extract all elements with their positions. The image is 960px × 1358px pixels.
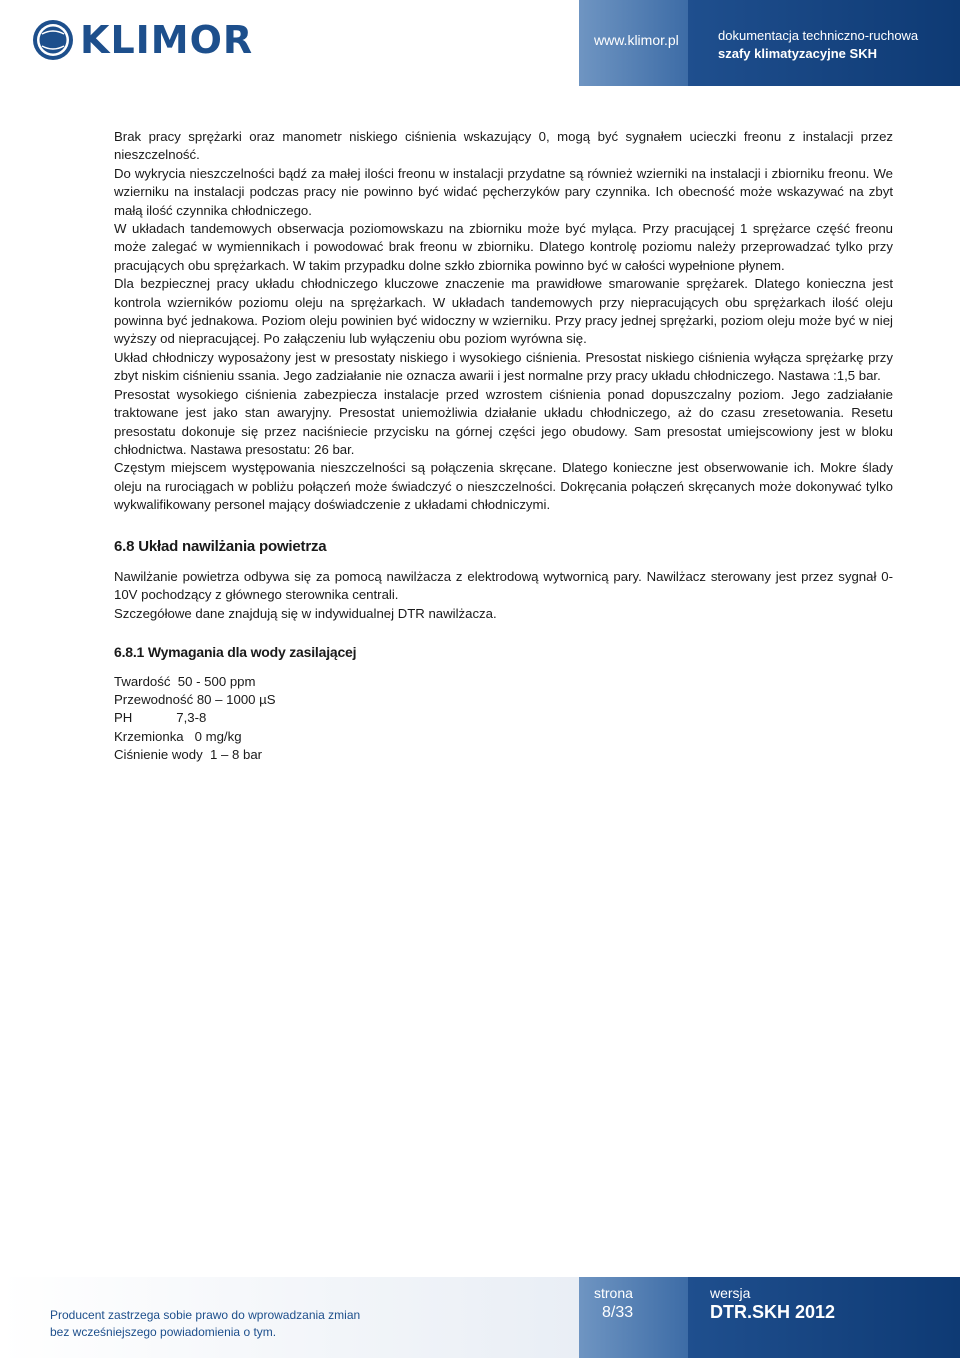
section-heading: 6.8 Układ nawilżania powietrza: [114, 537, 327, 555]
subsection-heading: 6.8.1 Wymagania dla wody zasilającej: [114, 644, 357, 661]
version-label: wersja: [710, 1285, 751, 1301]
header-doc-band: [688, 0, 960, 86]
page-label: strona: [594, 1285, 633, 1301]
paragraph: Do wykrycia nieszczelności bądź za małej ilości freonu w instalacji przydatne są również wzierniki na instalacji i zbiorniku freonu. We wzierniku na instalacji podczas pracy nie powinno być widać pęcherzyków pary czynnika. Ich obecność może wskazywać na zbyt małą ilość czynnika chłodniczego.: [114, 165, 893, 218]
paragraph: Dla bezpiecznej pracy układu chłodniczego kluczowe znaczenie ma prawidłowe smarowanie sprężarek. Dlatego konieczna jest kontrola wzierników poziomu oleju na sprężarkach. W układach tandemowych przy niepracujących obu sprężarkach ilość oleju powinna być jednakowa. Poziom oleju powinien być widoczny w wzierniku. Przy pracy jednej sprężarki, poziom oleju może być w niej wyższy od niepracującej. Po załączeniu lub wyłączeniu obu poziom wyrówna się.: [114, 276, 893, 347]
klimor-emblem-icon: [32, 19, 74, 61]
paragraph: Presostat wysokiego ciśnienia zabezpiecza instalacje przed wzrostem ciśnienia ponad dopuszczalny poziom. Jego zadziałanie traktowane jest jako stan awaryjny. Presostat uniemożliwia działanie układu chłodniczego, aż do czasu zresetowania. Resetu presostatu dokonuje się przez naciśniecie przycisku na górnej części jego obudowy. Sam presostat umiejscowiony jest w bloku chłodnictwa. Nastawa presostatu: 26 bar.: [114, 386, 893, 457]
paragraph: Brak pracy sprężarki oraz manometr niskiego ciśnienia wskazujący 0, mogą być sygnałem ucieczki freonu z instalacji przez nieszczelność.: [114, 129, 893, 163]
logo-wordmark: KLIMOR: [80, 18, 254, 62]
document-body: [114, 128, 893, 765]
requirement-item: Krzemionka 0 mg/kg: [114, 728, 242, 744]
paragraph: W układach tandemowych obserwacja poziomowskazu na zbiorniku może być myląca. Przy pracującej 1 sprężarce część freonu może zalegać w wymiennikach i powodować brak freonu w zbiorniku. Dlatego kontrolę poziomu należy przeprowadzać tylko przy pracujących obu sprężarkach. W takim przypadku dolne szkło zbiornika powinno być w całości wypełnione płynem.: [114, 221, 893, 273]
paragraph: Szczegółowe dane znajdują się w indywidualnej DTR nawilżacza.: [114, 605, 497, 621]
requirements-list: [114, 673, 893, 765]
site-url-link[interactable]: www.klimor.pl: [594, 32, 679, 48]
requirement-item: Ciśnienie wody 1 – 8 bar: [114, 747, 263, 763]
requirement-item: PH 7,3-8: [114, 710, 207, 726]
klimor-logo: [32, 18, 253, 62]
page-header: [0, 0, 960, 86]
page-number: 8/33: [602, 1304, 634, 1321]
requirement-item: Twardość 50 - 500 ppm: [114, 673, 256, 689]
page-footer: [0, 1277, 960, 1358]
requirement-item: Przewodność 80 – 1000 µS: [114, 691, 276, 707]
paragraph: Nawilżanie powietrza odbywa się za pomocą nawilżacza z elektrodową wytwornicą pary. Nawilżacz sterowany jest przez sygnał 0-10V pochodzący z głównego sterownika centrali.: [114, 568, 893, 603]
paragraph: Układ chłodniczy wyposażony jest w presostaty niskiego i wysokiego ciśnienia. Presostat niskiego ciśnienia wyłącza sprężarkę przy zbyt niskim ciśnieniu ssania. Jego zadziałanie nie oznacza awarii i jest normalne przy pracy układu chłodniczego. Nastawa :1,5 bar.: [114, 349, 893, 384]
disclaimer-line: bez wcześniejszego powiadomienia o tym.: [50, 1325, 277, 1339]
version-value: DTR.SKH 2012: [710, 1302, 836, 1322]
disclaimer-line: Producent zastrzega sobie prawo do wprowadzania zmian: [50, 1308, 361, 1322]
doc-type: dokumentacja techniczno-ruchowa: [718, 28, 919, 43]
doc-subject: szafy klimatyzacyjne SKH: [718, 46, 877, 61]
paragraph: Częstym miejscem występowania nieszczelności są połączenia skręcane. Dlatego konieczne jest obserwowanie ich. Mokre ślady oleju na rurociągach w pobliżu połączeń może świadczyć o nieszczelności. Dokręcania połączeń skręcanych może dokonywać tylko wykwalifikowany personel mający doświadczenie z układami chłodniczymi.: [114, 460, 893, 513]
header-logo-area: [0, 0, 579, 86]
